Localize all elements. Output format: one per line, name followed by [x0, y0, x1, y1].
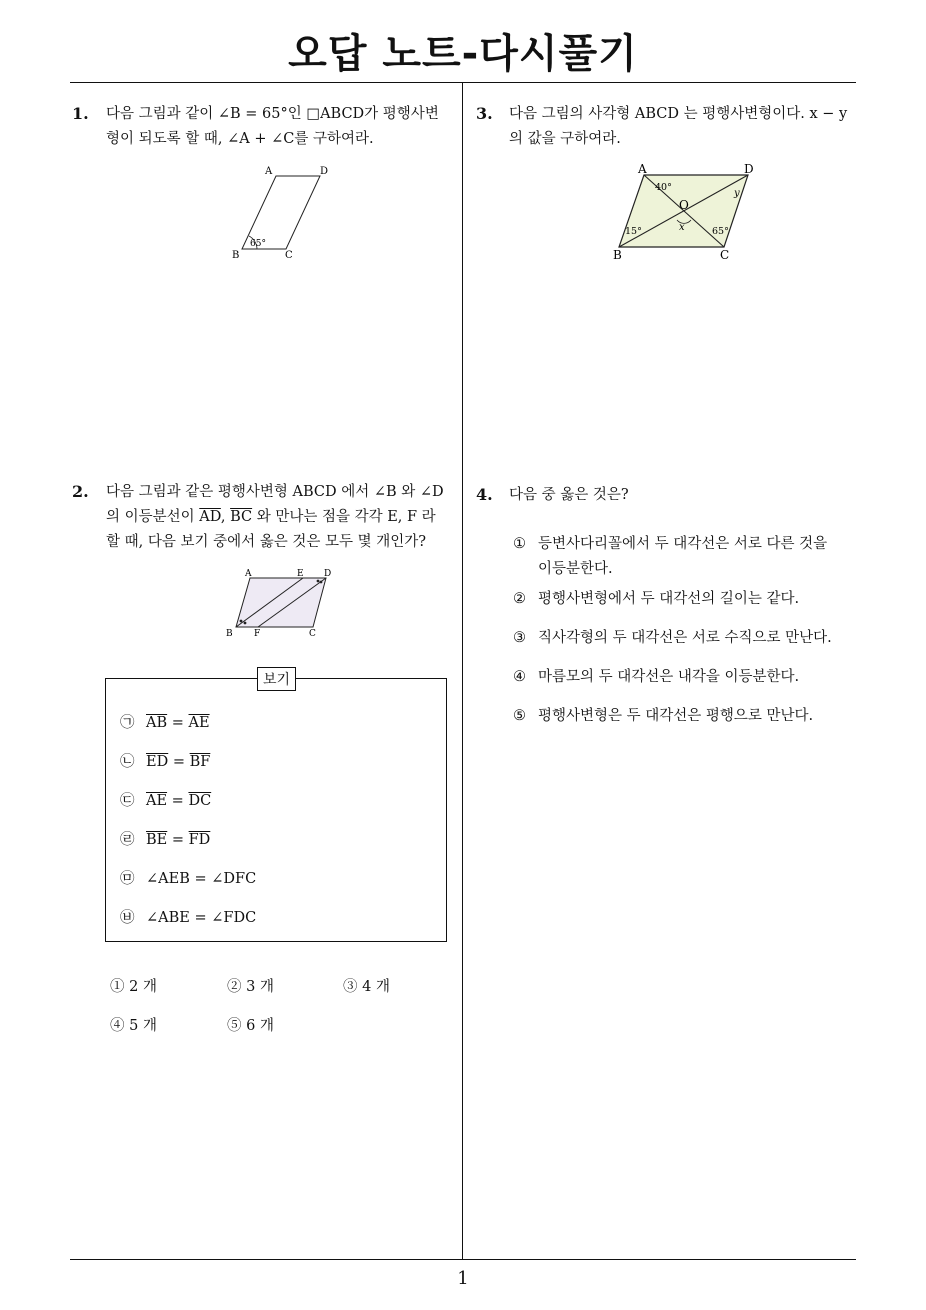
page-number: 1: [457, 1268, 469, 1289]
question-1-line2: 형이 되도록 할 때, ∠A + ∠C를 구하여라.: [106, 131, 374, 147]
angle-15-label: 15°: [625, 226, 642, 237]
vertex-a-label: A: [265, 166, 273, 177]
question-2-line2: 의 이등분선이 $\overline{AD}$, $\overline{BC}$ 와 만나는 점을 각각 E, F 라: [106, 509, 436, 525]
angle-y-label: y: [734, 188, 740, 199]
center-o-label: O: [679, 198, 689, 212]
q4-choice-2[interactable]: ② 평행사변형에서 두 대각선의 길이는 같다.: [513, 591, 800, 607]
question-3-line2: 의 값을 구하여라.: [509, 131, 621, 147]
vertex-c-label: C: [720, 248, 730, 262]
angle-65-label: 65°: [250, 239, 266, 249]
vertex-d-label: D: [320, 166, 329, 177]
page-title: 오답 노트-다시풀기: [288, 31, 638, 77]
q4-choice-4[interactable]: ④ 마름모의 두 대각선은 내각을 이등분한다.: [513, 669, 800, 685]
vertex-a-label: A: [638, 162, 647, 176]
top-rule: [70, 82, 856, 83]
q2-choice-3[interactable]: ③ 4 개: [343, 979, 390, 995]
question-1-line1: 다음 그림과 같이 ∠B = 65°인 □ABCD가 평행사변: [106, 106, 439, 122]
bogi-title: 보기: [257, 667, 296, 691]
question-4-text: 다음 중 옳은 것은?: [509, 487, 629, 503]
point-f-label: F: [254, 629, 261, 639]
angle-x-label: x: [679, 222, 685, 233]
question-3-number: 3.: [476, 104, 493, 123]
angle-65-label: 65°: [712, 226, 729, 237]
question-2-number: 2.: [72, 482, 89, 501]
bogi-item-5: ㉤ ∠AEB = ∠DFC: [120, 871, 257, 887]
bogi-item-6: ㉥ ∠ABE = ∠FDC: [120, 910, 257, 926]
question-2-line1: 다음 그림과 같은 평행사변형 ABCD 에서 ∠B 와 ∠D: [106, 484, 444, 500]
bogi-item-4: ㉣ $\overline{BE} = \overline{FD}$: [120, 832, 211, 848]
vertex-d-label: D: [324, 569, 332, 579]
q4-choice-3[interactable]: ③ 직사각형의 두 대각선은 서로 수직으로 만난다.: [513, 630, 832, 646]
column-divider: [462, 82, 463, 1259]
q4-choice-5[interactable]: ⑤ 평행사변형은 두 대각선은 평행으로 만난다.: [513, 708, 814, 724]
question-3-line1: 다음 그림의 사각형 ABCD 는 평행사변형이다. x − y: [509, 106, 848, 122]
question-2-line3: 할 때, 다음 보기 중에서 옳은 것은 모두 몇 개인가?: [106, 534, 426, 550]
angle-40-label: 40°: [655, 182, 672, 193]
bottom-rule: [70, 1259, 856, 1260]
bogi-item-3: ㉢ $\overline{AE} = \overline{DC}$: [120, 793, 212, 809]
vertex-b-label: B: [613, 248, 622, 262]
q2-choice-4[interactable]: ④ 5 개: [110, 1018, 157, 1034]
question-1-text: [106, 102, 456, 152]
question-2-text: [106, 480, 461, 555]
vertex-a-label: A: [245, 569, 252, 579]
question-4-number: 4.: [476, 485, 493, 504]
q2-choice-5[interactable]: ⑤ 6 개: [227, 1018, 274, 1034]
vertex-b-label: B: [232, 250, 240, 261]
question-1-number: 1.: [72, 104, 89, 123]
bogi-item-1: ㉠ $\overline{AB} = \overline{AE}$: [120, 715, 210, 731]
q2-choice-1[interactable]: ① 2 개: [110, 979, 157, 995]
q4-choice-1[interactable]: ① 등변사다리꼴에서 두 대각선은 서로 다른 것을 이등분한다.: [513, 536, 828, 577]
bogi-item-2: ㉡ $\overline{ED} = \overline{BF}$: [120, 754, 211, 770]
parallelogram-figure-q3: [605, 160, 770, 265]
point-e-label: E: [297, 569, 304, 579]
q2-choice-2[interactable]: ② 3 개: [227, 979, 274, 995]
vertex-c-label: C: [285, 250, 293, 261]
vertex-b-label: B: [226, 629, 233, 639]
parallelogram-figure-q2: [220, 566, 350, 641]
parallelogram-figure-q1: [228, 162, 338, 262]
vertex-c-label: C: [309, 629, 316, 639]
vertex-d-label: D: [744, 162, 754, 176]
question-3-text: [509, 102, 864, 152]
